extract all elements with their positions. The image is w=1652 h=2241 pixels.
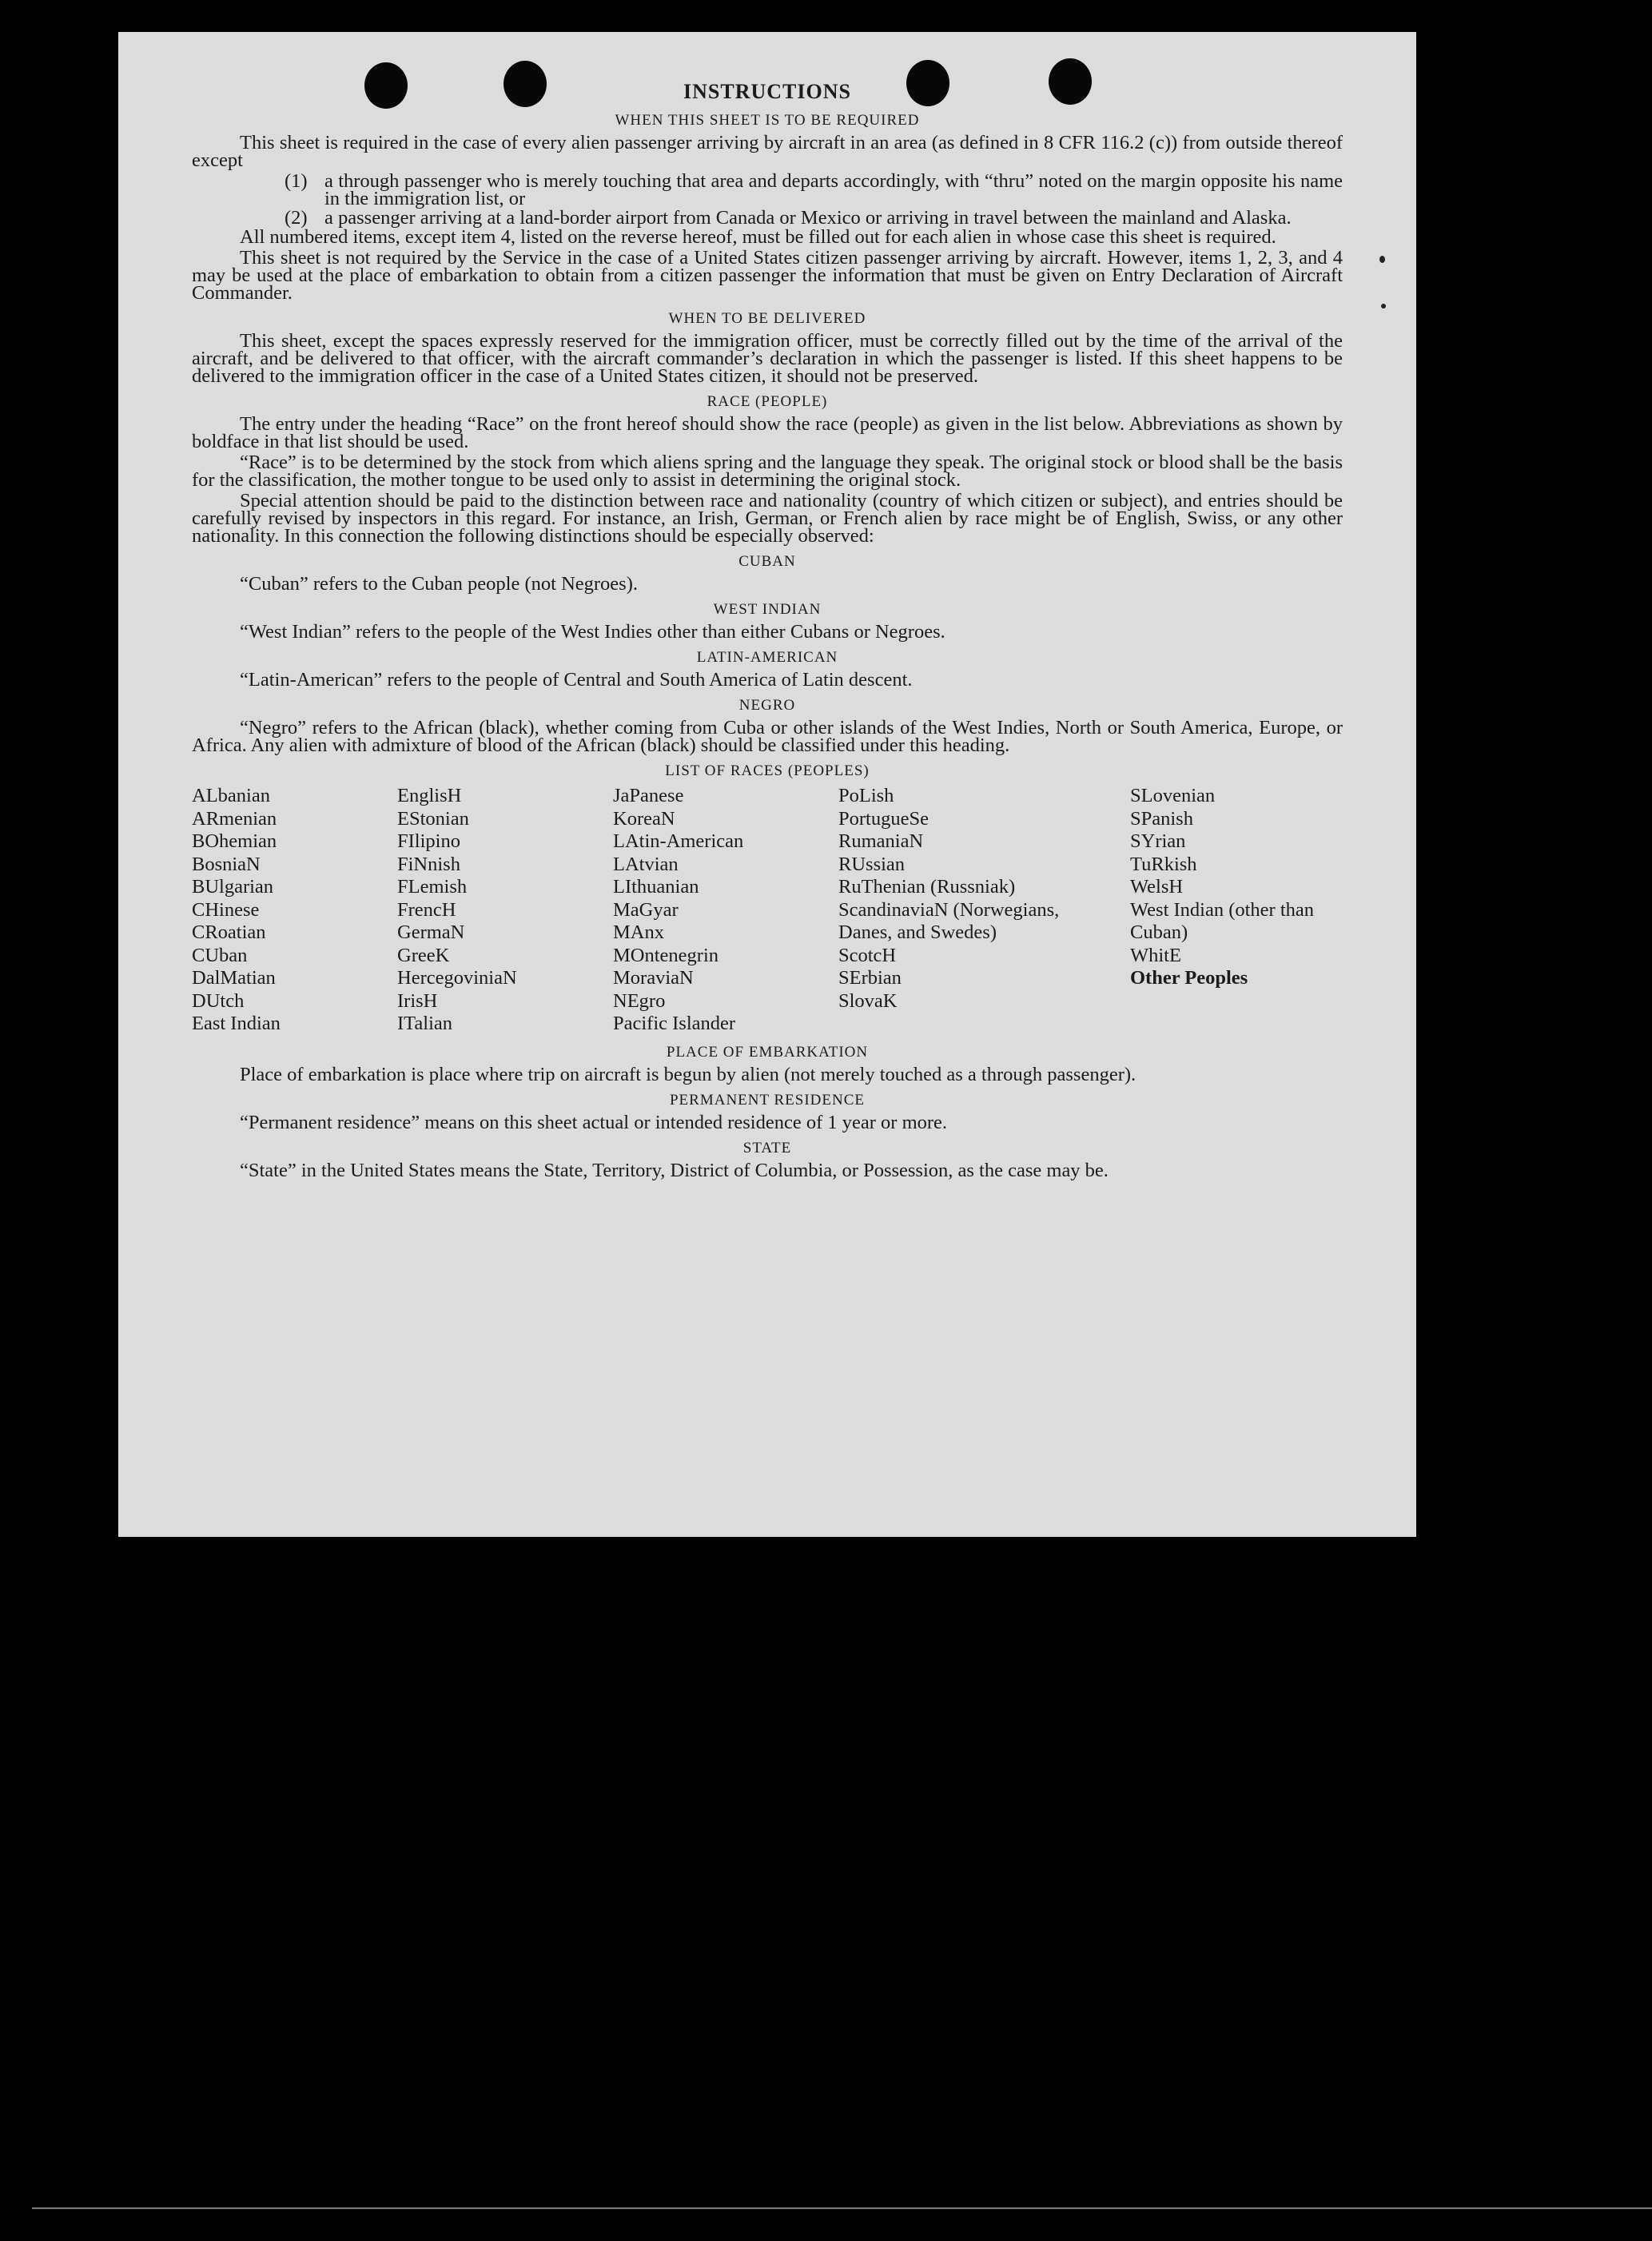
race-entry: MoraviaN: [613, 967, 694, 989]
race-column: [397, 785, 613, 1036]
section-heading: PERMANENT RESIDENCE: [669, 1091, 866, 1109]
race-entry: ITalian: [397, 1013, 453, 1034]
section-heading: LIST OF RACES (PEOPLES): [665, 762, 870, 779]
item-number: (2): [285, 207, 308, 229]
race-entry: East Indian: [192, 1013, 281, 1034]
item-number: (1): [285, 170, 308, 192]
race-entry: SPanish: [1130, 807, 1193, 830]
paragraph: This sheet is required in the case of every alien passenger arriving by aircraft in an area (as defined in 8 CFR 116.2 (c)) from outside thereof except: [192, 132, 1343, 171]
race-entry: BosniaN: [192, 853, 261, 875]
race-column: [838, 785, 1130, 1036]
race-entry: HercegoviniaN: [397, 967, 517, 989]
race-column: [1130, 785, 1343, 1036]
paragraph: This sheet, except the spaces expressly reserved for the immigration officer, must be correctly filled out by the time of the arrival of the aircraft, and be delivered to that officer, with the aircraft commander’s declaration in which the passenger is listed. If this sheet happens to be delivered to the immigration officer in the case of a United States citizen, it should not be preserved.: [192, 330, 1343, 387]
paragraph: Place of embarkation is place where trip on aircraft is begun by alien (not merely touched as a through passenger).: [240, 1063, 1136, 1085]
instructions-text: [192, 82, 1343, 1183]
race-entry: JaPanese: [613, 785, 684, 806]
race-entry: West Indian (other than Cuban): [1130, 898, 1315, 943]
race-column: [192, 785, 397, 1036]
race-entry: RUssian: [838, 853, 906, 875]
race-entry: NEgro: [613, 989, 666, 1012]
paragraph: “State” in the United States means the State, Territory, District of Columbia, or Possession, as the case may be.: [240, 1159, 1109, 1181]
item-text: a passenger arriving at a land-border airport from Canada or Mexico or arriving in travel between the mainland and Alaska.: [324, 207, 1292, 229]
race-entry: Pacific Islander: [613, 1013, 736, 1034]
race-entry: SLovenian: [1130, 785, 1216, 806]
paragraph: The entry under the heading “Race” on the front hereof should show the race (people) as given in the list below. Abbreviations as shown by boldface in that list should be used.: [192, 413, 1343, 452]
race-entry: CHinese: [192, 898, 260, 921]
race-entry: MaGyar: [613, 898, 679, 921]
race-entry: LIthuanian: [613, 876, 699, 898]
section-heading: LATIN-AMERICAN: [696, 649, 838, 666]
race-entry: LAtin-American: [613, 830, 744, 852]
race-entry: ARmenian: [192, 807, 277, 830]
document-sheet: [118, 32, 1416, 1537]
speck: [1379, 256, 1385, 263]
race-entry: Other Peoples: [1130, 967, 1248, 989]
race-entry: KoreaN: [613, 807, 675, 830]
race-entry: GermaN: [397, 921, 465, 943]
race-entry: PortugueSe: [838, 807, 929, 830]
race-entry: BUlgarian: [192, 876, 274, 898]
race-entry: FrencH: [397, 898, 456, 921]
race-entry: CRoatian: [192, 921, 266, 943]
paragraph: This sheet is not required by the Service in the case of a United States citizen passenger arriving by aircraft. However, items 1, 2, 3, and 4 may be used at the place of embarkation to obtain from a citizen passenger the information that must be given on Entry Declaration of Aircraft Commander.: [192, 247, 1343, 304]
race-entry: TuRkish: [1130, 853, 1197, 875]
paragraph: “Cuban” refers to the Cuban people (not Negroes).: [240, 573, 638, 595]
page-title: INSTRUCTIONS: [683, 80, 851, 103]
race-entry: EStonian: [397, 807, 469, 830]
race-entry: PoLish: [838, 785, 894, 806]
race-entry: SErbian: [838, 967, 902, 989]
race-entry: MOntenegrin: [613, 944, 719, 966]
race-entry: SYrian: [1130, 830, 1186, 852]
race-entry: GreeK: [397, 944, 450, 966]
paragraph: All numbered items, except item 4, listed on the reverse hereof, must be filled out for each alien in whose case this sheet is required.: [240, 226, 1276, 248]
section-heading: CUBAN: [738, 553, 796, 570]
race-entry: FiNnish: [397, 853, 460, 875]
section-heading: NEGRO: [738, 697, 796, 714]
section-heading: WHEN TO BE DELIVERED: [668, 310, 866, 327]
race-entry: ALbanian: [192, 785, 270, 806]
section-heading: WHEN THIS SHEET IS TO BE REQUIRED: [615, 112, 920, 129]
paragraph: “Permanent residence” means on this sheet actual or intended residence of 1 year or more.: [240, 1111, 948, 1133]
race-entry: CUban: [192, 944, 248, 966]
list-item: [192, 209, 1343, 227]
race-entry: EnglisH: [397, 785, 462, 806]
race-entry: WhitE: [1130, 944, 1181, 966]
race-column: [613, 785, 838, 1036]
race-entry: FLemish: [397, 876, 468, 898]
race-entry: MAnx: [613, 921, 664, 943]
race-entry: FIlipino: [397, 830, 460, 852]
paragraph: “Latin-American” refers to the people of Central and South America of Latin descent.: [240, 669, 913, 691]
race-entry: RumaniaN: [838, 830, 924, 852]
race-entry: LAtvian: [613, 853, 679, 875]
section-heading: PLACE OF EMBARKATION: [666, 1043, 869, 1061]
paragraph: Special attention should be paid to the distinction between race and nationality (country of which citizen or subject), and entries should be carefully revised by inspectors in this regard. For instance, an Irish, German, or French alien by race might be of English, Swiss, or any other nationality. In this connection the following distinctions should be especially observed:: [192, 490, 1343, 547]
race-list: [192, 785, 1343, 1036]
paragraph: “Negro” refers to the African (black), whether coming from Cuba or other islands of the West Indies, North or South America, Europe, or Africa. Any alien with admixture of blood of the African (black) should be classified under this heading.: [192, 717, 1343, 756]
race-entry: IrisH: [397, 989, 438, 1012]
list-item: [192, 170, 1343, 209]
race-entry: SlovaK: [838, 989, 898, 1012]
race-entry: ScotcH: [838, 944, 897, 966]
paragraph: “Race” is to be determined by the stock from which aliens spring and the language they speak. The original stock or blood shall be the basis for the classification, the mother tongue to be used only to assist in determining the original stock.: [192, 452, 1343, 491]
section-heading: RACE (PEOPLE): [707, 393, 828, 410]
section-heading: WEST INDIAN: [713, 601, 822, 618]
item-text: a through passenger who is merely touching that area and departs accordingly, with “thru” noted on the margin opposite his name in the immigration list, or: [324, 170, 1343, 209]
race-entry: DUtch: [192, 989, 245, 1012]
scan-edge-line: [32, 2207, 1652, 2209]
race-entry: DalMatian: [192, 967, 276, 989]
race-entry: ScandinaviaN (Norwegians, Danes, and Swedes): [838, 898, 1060, 943]
race-entry: RuThenian (Russniak): [838, 876, 1016, 898]
speck: [1381, 304, 1386, 308]
section-heading: STATE: [742, 1139, 792, 1156]
race-entry: WelsH: [1130, 876, 1184, 898]
race-entry: BOhemian: [192, 830, 277, 852]
paragraph: “West Indian” refers to the people of the West Indies other than either Cubans or Negroes.: [240, 621, 945, 643]
